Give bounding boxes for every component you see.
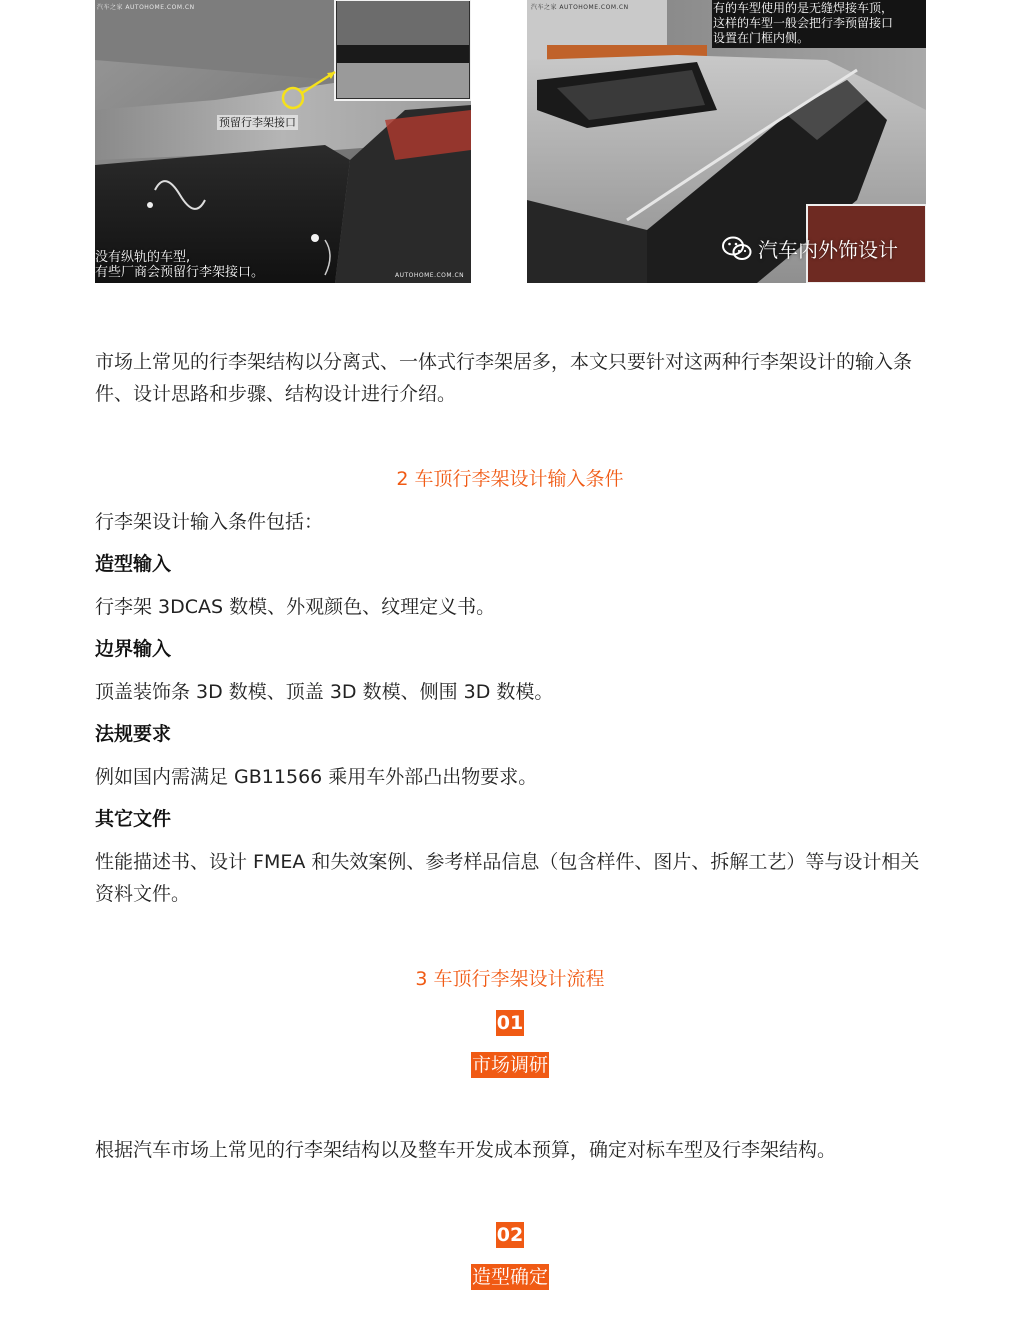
step-number: 02 — [496, 1224, 524, 1246]
step-number-badge — [0, 1222, 1020, 1248]
text-regulations: 例如国内需满足 GB11566 乘用车外部凸出物要求。 — [95, 766, 538, 788]
step-label: 造型确定 — [471, 1266, 548, 1288]
interface-label: 预留行李架接口 — [219, 116, 296, 129]
text-boundary-input: 顶盖装饰条 3D 数模、顶盖 3D 数模、侧围 3D 数模。 — [95, 681, 554, 703]
heading-regulations: 法规要求 — [95, 723, 172, 745]
wechat-icon — [722, 236, 752, 262]
intro-paragraph: 市场上常见的行李架结构以分离式、一体式行李架居多，本文只要针对这两种行李架设计的输入条件、设计思路和步骤、结构设计进行介绍。 — [95, 351, 913, 405]
heading-boundary-input: 边界输入 — [95, 638, 172, 660]
watermark-text: 汽车内外饰设计 — [758, 238, 898, 262]
source-mark: 汽车之家 AUTOHOME.COM.CN — [97, 4, 195, 11]
heading-styling-input: 造型输入 — [95, 553, 172, 575]
step-number: 01 — [496, 1012, 524, 1034]
photo-roof-rail-interface — [95, 0, 471, 283]
step-description: 根据汽车市场上常见的行李架结构以及整车开发成本预算，确定对标车型及行李架结构。 — [95, 1139, 837, 1161]
section-title-input-conditions: 2 车顶行李架设计输入条件 — [396, 468, 624, 490]
photo-caption-line2: 有些厂商会预留行李架接口。 — [95, 265, 265, 280]
photo-caption-line1: 有的车型使用的是无缝焊接车顶， — [713, 1, 894, 15]
corner-mark: AUTOHOME.COM.CN — [395, 272, 465, 279]
step-number-badge — [0, 1010, 1020, 1036]
source-mark: 汽车之家 AUTOHOME.COM.CN — [531, 4, 629, 11]
section-lead: 行李架设计输入条件包括： — [95, 511, 324, 533]
step-label-badge — [0, 1052, 1020, 1078]
photo-caption-line3: 设置在门框内侧。 — [713, 31, 810, 45]
text-styling-input: 行李架 3DCAS 数模、外观颜色、纹理定义书。 — [95, 596, 496, 618]
photo-caption-line1: 没有纵轨的车型, — [95, 250, 191, 265]
wechat-watermark — [722, 234, 898, 263]
text-other-documents: 性能描述书、设计 FMEA 和失效案例、参考样品信息（包含样件、图片、拆解工艺）等与设计相关资料文件。 — [95, 851, 920, 905]
heading-other-documents: 其它文件 — [95, 808, 172, 830]
section-title-design-process: 3 车顶行李架设计流程 — [415, 968, 605, 990]
step-label: 市场调研 — [471, 1054, 548, 1076]
step-label-badge — [0, 1264, 1020, 1290]
photo-seamless-roof — [527, 0, 926, 283]
photo-caption-line2: 这样的车型一般会把行李预留接口 — [713, 16, 894, 30]
